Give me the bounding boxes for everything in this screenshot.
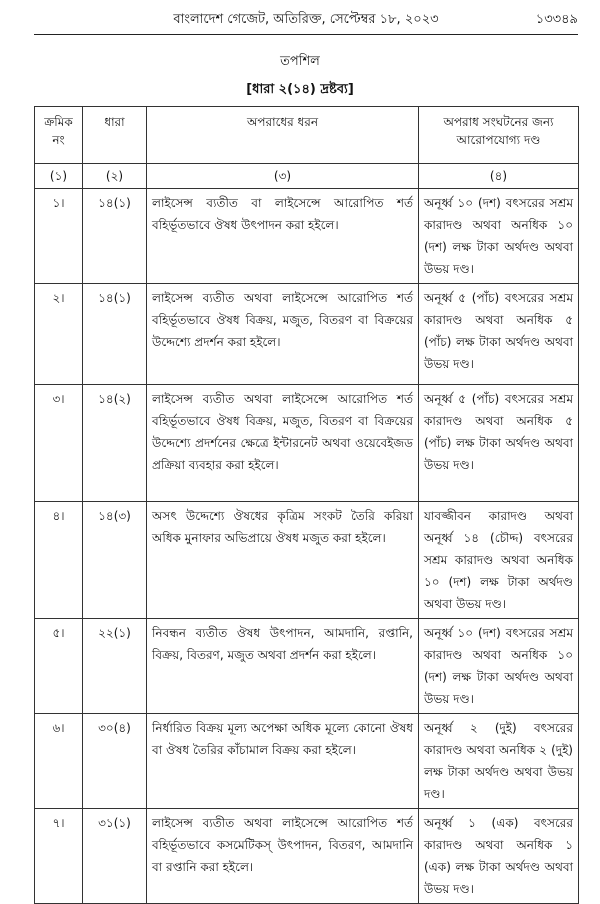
offence-cell: নিবন্ধন ব্যতীত ঔষধ উৎপাদন, আমদানি, রপ্তানি, বিক্রয়, বিতরণ, মজুত অথবা প্রদর্শন করা হইলে।: [147, 619, 419, 714]
section-cell: ১৪(১): [83, 284, 147, 385]
column-header-penalty: অপরাধ সংঘটনের জন্য আরোপযোগ্য দণ্ড: [419, 107, 579, 164]
column-header-section: ধারা: [83, 107, 147, 164]
offence-cell: নির্ধারিত বিক্রয় মূল্য অপেক্ষা অধিক মূল্যে কোনো ঔষধ বা ঔষধ তৈরির কাঁচামাল বিক্রয় করা হইলে।: [147, 714, 419, 809]
schedule-table: [34, 106, 579, 904]
penalty-cell: যাবজ্জীবন কারাদণ্ড অথবা অনূর্ধ্ব ১৪ (চৌদ্দ) বৎসরের সশ্রম কারাদণ্ড অথবা অনধিক ১০ (দশ) লক্ষ টাকা অর্থদণ্ড অথবা উভয় দণ্ড।: [419, 502, 579, 619]
section-reference: [ধারা ২(১৪) দ্রষ্টব্য]: [246, 82, 354, 97]
serial-cell: ৭।: [35, 809, 83, 904]
penalty-cell: অনূর্ধ্ব ১০ (দশ) বৎসরের সশ্রম কারাদণ্ড অথবা অনধিক ১০ (দশ) লক্ষ টাকা অর্থদণ্ড অথবা উভয় দণ্ড।: [419, 189, 579, 284]
serial-cell: ৩।: [35, 385, 83, 502]
serial-cell: ৬।: [35, 714, 83, 809]
section-cell: ১৪(৩): [83, 502, 147, 619]
section-cell: ৩১(১): [83, 809, 147, 904]
serial-cell: ২।: [35, 284, 83, 385]
offence-cell: লাইসেন্স ব্যতীত অথবা লাইসেন্সে আরোপিত শর্ত বহির্ভূতভাবে ঔষধ বিক্রয়, মজুত, বিতরণ বা বিক্রয়ের উদ্দেশ্যে প্রদর্শন করা হইলে।: [147, 284, 419, 385]
table-row: [35, 284, 579, 385]
section-cell: ২২(১): [83, 619, 147, 714]
schedule-title: তপশিল: [280, 54, 320, 69]
header-row: [35, 107, 579, 164]
table-row: [35, 714, 579, 809]
gazette-line: বাংলাদেশ গেজেট, অতিরিক্ত, সেপ্টেম্বর ১৮, ২০২৩: [173, 12, 439, 27]
table-row: [35, 385, 579, 502]
column-number: (৩): [147, 164, 419, 189]
column-number: (১): [35, 164, 83, 189]
table-row: [35, 189, 579, 284]
penalty-cell: অনূর্ধ্ব ৫ (পাঁচ) বৎসরের সশ্রম কারাদণ্ড অথবা অনধিক ৫ (পাঁচ) লক্ষ টাকা অর্থদণ্ড অথবা উভয় দণ্ড।: [419, 284, 579, 385]
page-header: [34, 6, 578, 35]
offence-cell: অসৎ উদ্দেশ্যে ঔষধের কৃত্রিম সংকট তৈরি করিয়া অধিক মুনাফার অভিপ্রায়ে ঔষধ মজুত করা হইলে।: [147, 502, 419, 619]
penalty-cell: অনূর্ধ্ব ৫ (পাঁচ) বৎসরের সশ্রম কারাদণ্ড অথবা অনধিক ৫ (পাঁচ) লক্ষ টাকা অর্থদণ্ড অথবা উভয় দণ্ড।: [419, 385, 579, 502]
penalty-cell: অনূর্ধ্ব ২ (দুই) বৎসরের কারাদণ্ড অথবা অনধিক ২ (দুই) লক্ষ টাকা অর্থদণ্ড অথবা উভয় দণ্ড।: [419, 714, 579, 809]
serial-cell: ৫।: [35, 619, 83, 714]
column-number: (২): [83, 164, 147, 189]
offence-cell: লাইসেন্স ব্যতীত বা লাইসেন্সে আরোপিত শর্ত বহির্ভূতভাবে ঔষধ উৎপাদন করা হইলে।: [147, 189, 419, 284]
section-cell: ১৪(১): [83, 189, 147, 284]
section-cell: ১৪(২): [83, 385, 147, 502]
penalty-cell: অনূর্ধ্ব ১০ (দশ) বৎসরের সশ্রম কারাদণ্ড অথবা অনধিক ১০ (দশ) লক্ষ টাকা অর্থদণ্ড অথবা উভয় দণ্ড।: [419, 619, 579, 714]
penalty-cell: অনূর্ধ্ব ১ (এক) বৎসরের কারাদণ্ড অথবা অনধিক ১ (এক) লক্ষ টাকা অর্থদণ্ড অথবা উভয় দণ্ড।: [419, 809, 579, 904]
column-header-offence: অপরাধের ধরন: [147, 107, 419, 164]
table-row: [35, 502, 579, 619]
serial-cell: ৪।: [35, 502, 83, 619]
schedule-table-wrapper: [34, 106, 578, 904]
table-row: [35, 619, 579, 714]
column-number-row: [35, 164, 579, 189]
column-header-serial: ক্রমিক নং: [35, 107, 83, 164]
offence-cell: লাইসেন্স ব্যতীত অথবা লাইসেন্সে আরোপিত শর্ত বহির্ভূতভাবে ঔষধ বিক্রয়, মজুত, বিতরণ বা বিক্রয়ের উদ্দেশ্যে প্রদর্শনের ক্ষেত্রে ইন্টারনেট অথবা ওয়েবেইজড প্রক্রিয়া ব্যবহার করা হইলে।: [147, 385, 419, 502]
section-cell: ৩০(৪): [83, 714, 147, 809]
column-number: (৪): [419, 164, 579, 189]
page-number: ১৩৩৪৯: [535, 12, 578, 27]
serial-cell: ১।: [35, 189, 83, 284]
table-row: [35, 809, 579, 904]
offence-cell: লাইসেন্স ব্যতীত অথবা লাইসেন্সে আরোপিত শর্ত বহির্ভূতভাবে কসমেটিকস্ উৎপাদন, বিতরণ, আমদানি বা রপ্তানি করা হইলে।: [147, 809, 419, 904]
